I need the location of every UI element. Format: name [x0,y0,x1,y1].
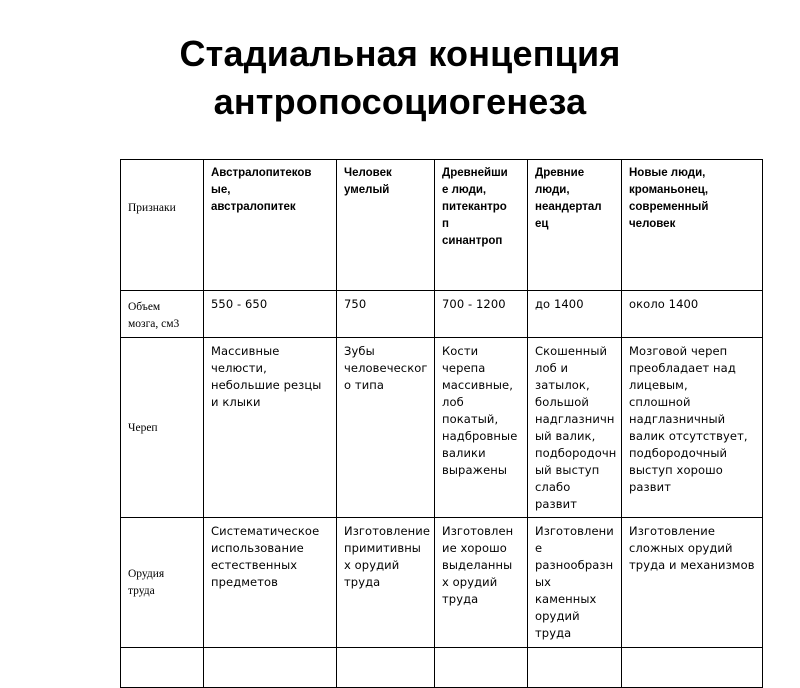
cut-off-cell [337,648,435,688]
header-australopithecus: Австралопитеков ые, австралопитек [204,160,337,291]
table-header-row [121,160,763,291]
cell-brain-volume-modern-humans: около 1400 [622,291,763,338]
cell-tools-australopithecus: Систематическое использование естественных предметов [204,518,337,648]
stages-table [120,159,763,688]
cut-off-cell [204,648,337,688]
header-modern-humans: Новые люди, кроманьонец, современный человек [622,160,763,291]
header-neanderthal: Древние люди, неандертал ец [528,160,622,291]
cell-skull-modern-humans: Мозговой череп преобладает над лицевым, сплошной надглазничный валик отсутствует, подбородочный выступ хорошо развит [622,338,763,518]
slide-title-line-2: антропосоциогенеза [213,81,587,122]
table-row-cut-off [121,648,763,688]
cell-tools-homo-habilis: Изготовление примитивны х орудий труда [337,518,435,648]
cell-tools-modern-humans: Изготовление сложных орудий труда и механизмов [622,518,763,648]
cell-tools-archanthropes: Изготовлен ие хорошо выделанны х орудий труда [435,518,528,648]
cell-skull-australopithecus: Массивные челюсти, небольшие резцы и клыки [204,338,337,518]
cell-skull-neanderthal: Скошенный лоб и затылок, большой надглазничн ый валик, подбородочн ый выступ слабо развит [528,338,622,518]
row-label-brain-volume: Объем мозга, см3 [121,291,204,338]
table-row-tools [121,518,763,648]
cell-brain-volume-neanderthal: до 1400 [528,291,622,338]
row-label-tools: Орудия труда [121,518,204,648]
cut-off-cell [435,648,528,688]
header-archanthropes: Древнейши е люди, питекантро п синантроп [435,160,528,291]
cut-off-cell [622,648,763,688]
slide-title-line-1: Стадиальная концепция [179,33,621,74]
cell-tools-neanderthal: Изготовлени е разнообразн ых каменных орудий труда [528,518,622,648]
cell-brain-volume-archanthropes: 700 - 1200 [435,291,528,338]
slide-title [0,30,800,126]
table-row-brain-volume [121,291,763,338]
cell-skull-homo-habilis: Зубы человеческог о типа [337,338,435,518]
header-homo-habilis: Человек умелый [337,160,435,291]
cell-brain-volume-australopithecus: 550 - 650 [204,291,337,338]
row-label-skull: Череп [121,338,204,518]
header-features: Признаки [121,160,204,291]
table-row-skull [121,338,763,518]
cell-brain-volume-homo-habilis: 750 [337,291,435,338]
cut-off-cell [121,648,204,688]
cell-skull-archanthropes: Кости черепа массивные, лоб покатый, надбровные валики выражены [435,338,528,518]
cut-off-cell [528,648,622,688]
